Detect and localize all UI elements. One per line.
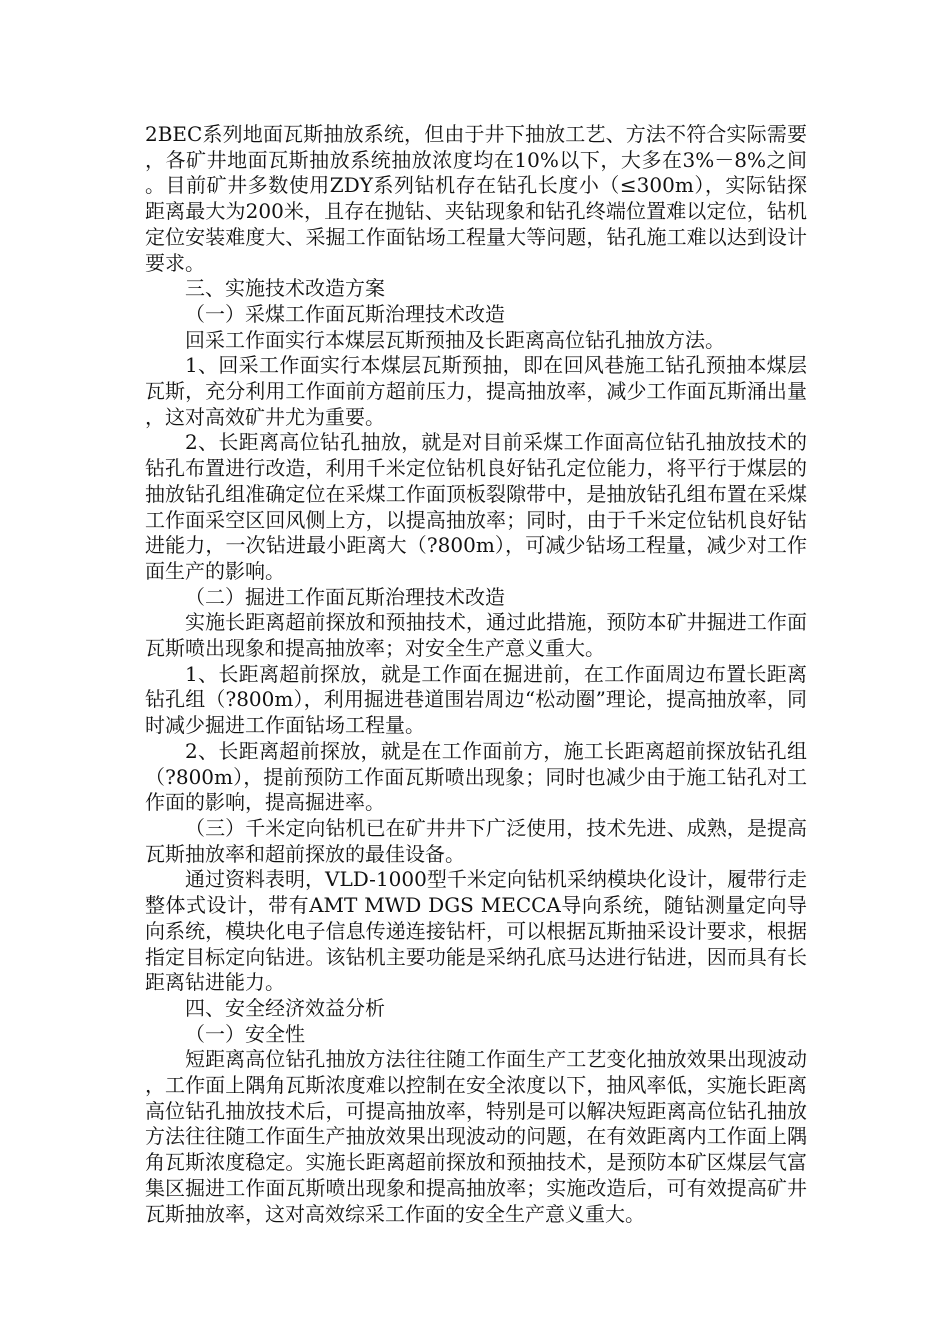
subsection-heading-3-1: （一）采煤工作面瓦斯治理技术改造 bbox=[185, 301, 505, 326]
paragraph-3-3-body: 通过资料表明，VLD-1000型千米定向钻机采纳模块化设计，履带行走整体式设计，带有AMT MWD DGS MECCA导向系统，随钻测量定向导向系统，模块化电子信息传递连接钻杆，可以根据瓦斯抽采设计要求，根据指定目标定向钻进。该钻机主要功能是采纳孔底马达进行钻进，因而具有长距离钻进能力。 bbox=[145, 867, 807, 995]
paragraph-3-1-item-1: 1、回采工作面实行本煤层瓦斯预抽，即在回风巷施工钻孔预抽本煤层瓦斯，充分利用工作面前方超前压力，提高抽放率，减少工作面瓦斯涌出量，这对高效矿井尤为重要。 bbox=[145, 353, 807, 429]
section-heading-4: 四、安全经济效益分析 bbox=[185, 995, 385, 1020]
subsection-heading-3-3: （三）千米定向钻机已在矿井井下广泛使用，技术先进、成熟，是提高瓦斯抽放率和超前探放的最佳设备。 bbox=[145, 815, 807, 866]
paragraph-3-2-item-1: 1、长距离超前探放，就是工作面在掘进前，在工作面周边布置长距离钻孔组（?800m），利用掘进巷道围岩周边“松动圈”理论，提高抽放率，同时减少掘进工作面钻场工程量。 bbox=[145, 661, 807, 738]
paragraph-intro-continuation: 2BEC系列地面瓦斯抽放系统，但由于井下抽放工艺、方法不符合实际需要，各矿井地面瓦斯抽放系统抽放浓度均在10%以下，大多在3%－8%之间。目前矿井多数使用ZDY系列钻机存在钻孔长度小（≤300m），实际钻探距离最大为200米，且存在抛钻、夹钻现象和钻孔终端位置难以定位，钻机定位安装难度大、采掘工作面钻场工程量大等问题，钻孔施工难以达到设计要求。 bbox=[145, 122, 807, 275]
document-page bbox=[145, 122, 807, 1227]
paragraph-3-2-item-2: 2、长距离超前探放，就是在工作面前方，施工长距离超前探放钻孔组（?800m），提前预防工作面瓦斯喷出现象；同时也减少由于施工钻孔对工作面的影响，提高掘进率。 bbox=[145, 738, 807, 815]
subsection-heading-3-2: （二）掘进工作面瓦斯治理技术改造 bbox=[185, 584, 505, 609]
paragraph-3-2-intro: 实施长距离超前探放和预抽技术，通过此措施，预防本矿井掘进工作面瓦斯喷出现象和提高抽放率；对安全生产意义重大。 bbox=[145, 610, 807, 661]
paragraph-3-1-item-2: 2、长距离高位钻孔抽放，就是对目前采煤工作面高位钻孔抽放技术的钻孔布置进行改造，利用千米定位钻机良好钻孔定位能力，将平行于煤层的抽放钻孔组准确定位在采煤工作面顶板裂隙带中，是抽放钻孔组布置在采煤工作面采空区回风侧上方，以提高抽放率；同时，由于千米定位钻机良好钻进能力，一次钻进最小距离大（?800m），可减少钻场工程量，减少对工作面生产的影响。 bbox=[145, 430, 807, 583]
section-heading-3: 三、实施技术改造方案 bbox=[185, 276, 385, 301]
subsection-heading-4-1: （一）安全性 bbox=[185, 1021, 305, 1046]
paragraph-3-1-intro: 回采工作面实行本煤层瓦斯预抽及长距离高位钻孔抽放方法。 bbox=[185, 327, 725, 352]
paragraph-4-1-body: 短距离高位钻孔抽放方法往往随工作面生产工艺变化抽放效果出现波动，工作面上隅角瓦斯浓度难以控制在安全浓度以下，抽风率低，实施长距离高位钻孔抽放技术后，可提高抽放率，特别是可以解决短距离高位钻孔抽放方法往往随工作面生产抽放效果出现波动的问题，在有效距离内工作面上隅角瓦斯浓度稳定。实施长距离超前探放和预抽技术，是预防本矿区煤层气富集区掘进工作面瓦斯喷出现象和提高抽放率；实施改造后，可有效提高矿井瓦斯抽放率，这对高效综采工作面的安全生产意义重大。 bbox=[145, 1047, 807, 1226]
